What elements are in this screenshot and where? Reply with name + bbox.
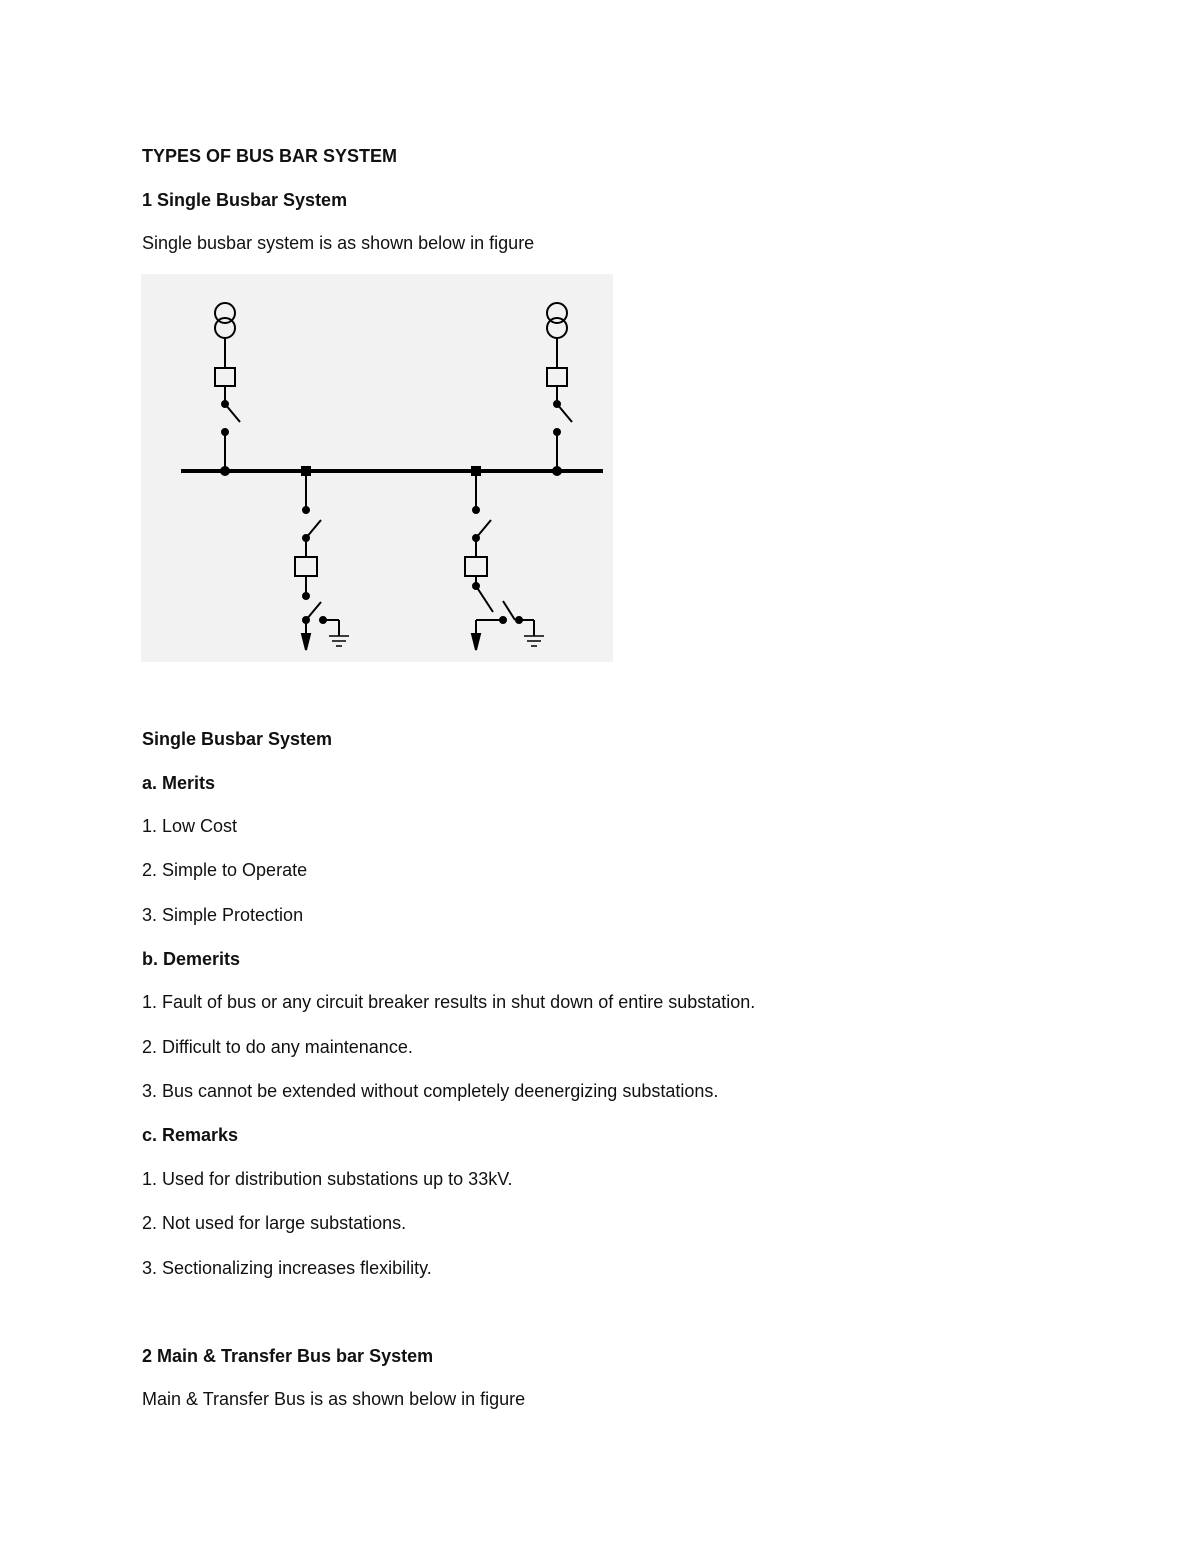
ground-icon: [329, 636, 349, 646]
circuit-breaker-icon: [215, 368, 235, 386]
isolator-icon: [557, 404, 572, 422]
list-item: 2. Simple to Operate: [142, 860, 308, 880]
incoming-feeder-right: [547, 303, 572, 475]
ground-icon: [524, 636, 544, 646]
demerits-heading: b. Demerits: [142, 949, 241, 969]
list-item: 3. Bus cannot be extended without completely deenergizing substations.: [142, 1081, 719, 1101]
section2-heading: 2 Main & Transfer Bus bar System: [142, 1346, 434, 1366]
outgoing-feeder-left: [295, 467, 349, 650]
list-item: 3. Simple Protection: [142, 905, 304, 925]
document-title: TYPES OF BUS BAR SYSTEM: [142, 146, 398, 166]
list-item: 3. Sectionalizing increases flexibility.: [142, 1258, 432, 1278]
section1-intro: Single busbar system is as shown below in figure: [142, 233, 535, 253]
incoming-feeder-left: [215, 303, 240, 475]
single-busbar-diagram: [141, 274, 613, 662]
arrow-down-icon: [472, 634, 480, 650]
figure-caption: Single Busbar System: [142, 729, 333, 749]
list-item: 1. Used for distribution substations up to 33kV.: [142, 1169, 513, 1189]
outgoing-feeder-right: [465, 467, 544, 650]
section1-heading: 1 Single Busbar System: [142, 190, 348, 210]
list-item: 2. Difficult to do any maintenance.: [142, 1037, 413, 1057]
section2-intro: Main & Transfer Bus is as shown below in figure: [142, 1389, 526, 1409]
remarks-heading: c. Remarks: [142, 1125, 239, 1145]
list-item: 1. Low Cost: [142, 816, 238, 836]
list-item: 1. Fault of bus or any circuit breaker results in shut down of entire substation.: [142, 992, 756, 1012]
circuit-breaker-icon: [547, 368, 567, 386]
isolator-icon: [225, 404, 240, 422]
circuit-breaker-icon: [295, 557, 317, 576]
arrow-down-icon: [302, 634, 310, 650]
circuit-breaker-icon: [465, 557, 487, 576]
merits-heading: a. Merits: [142, 773, 216, 793]
list-item: 2. Not used for large substations.: [142, 1213, 407, 1233]
